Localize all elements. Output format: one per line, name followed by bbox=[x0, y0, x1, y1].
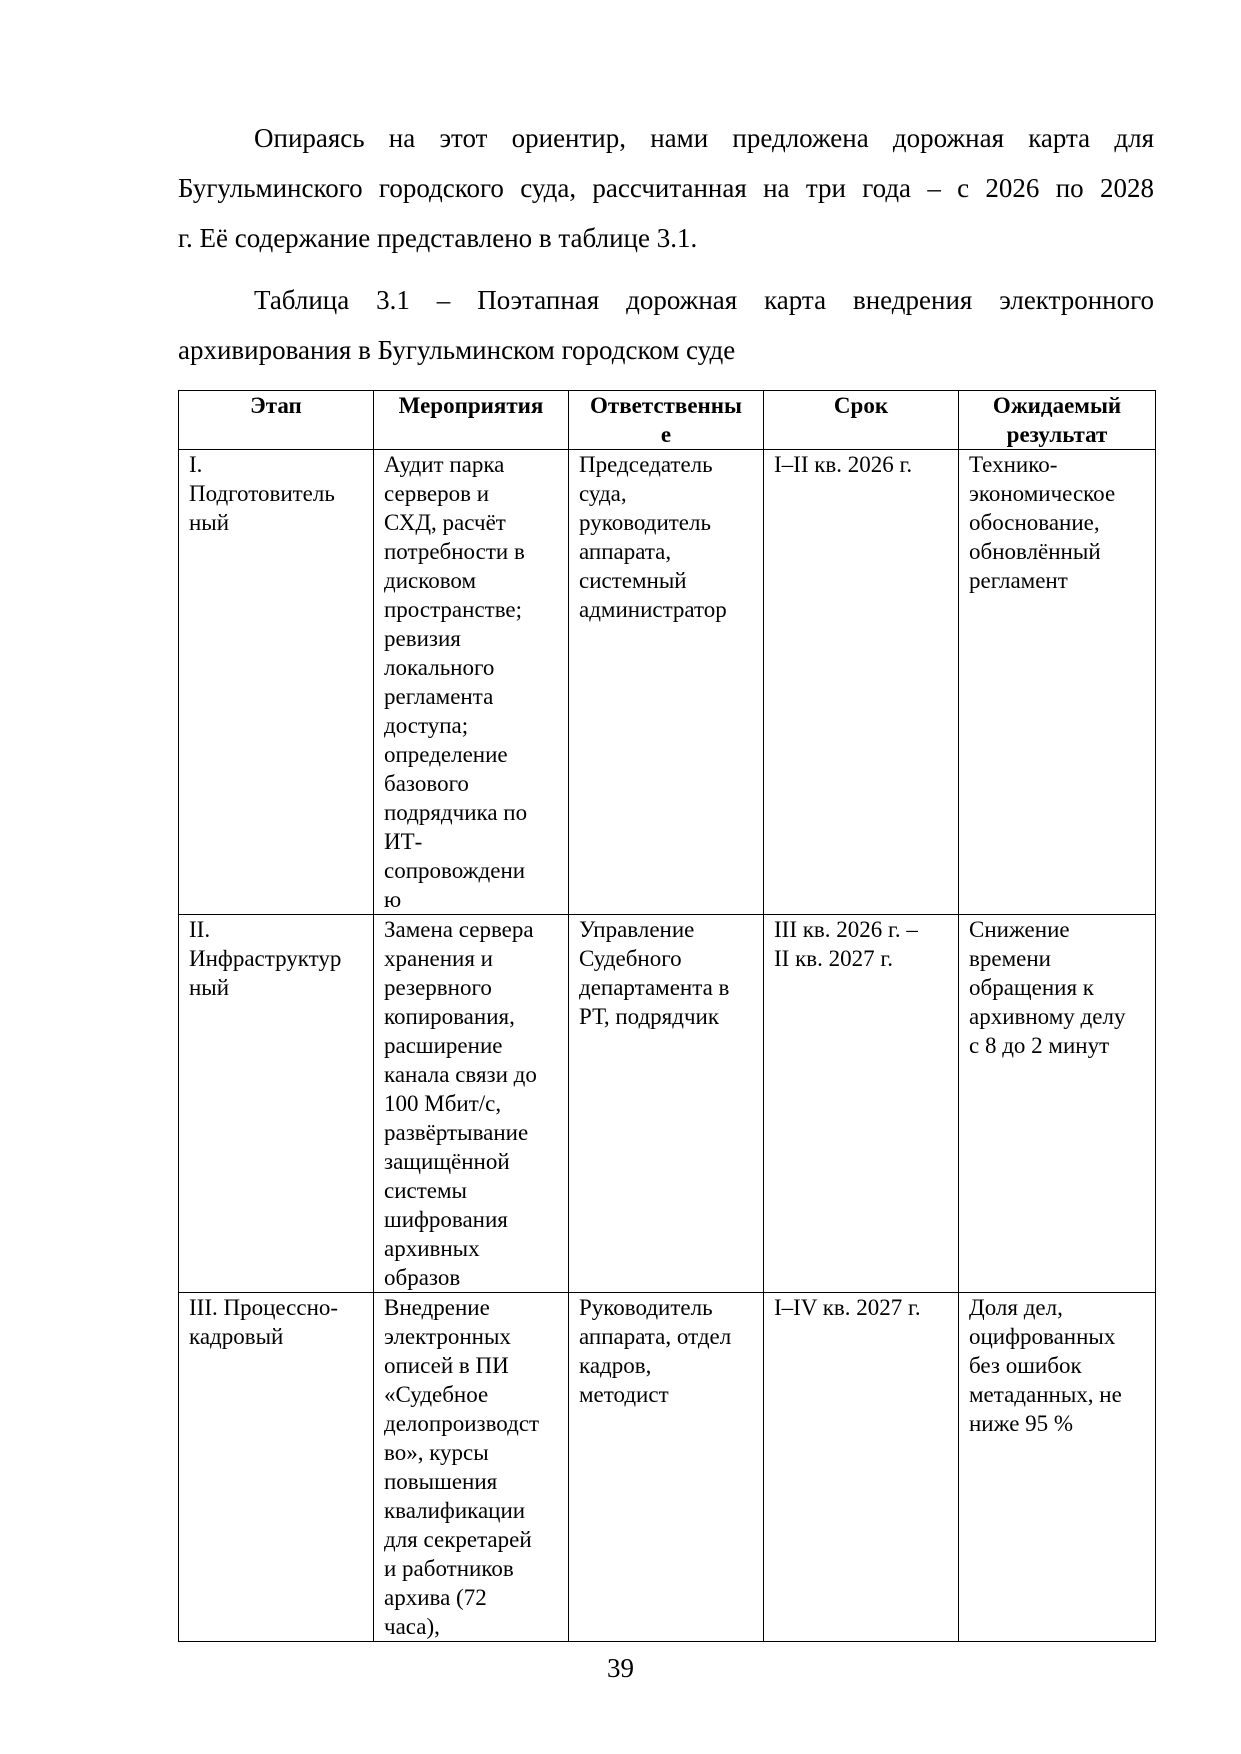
cell-activities-line: подрядчика по bbox=[384, 800, 528, 825]
cell-activities-line: копирования, bbox=[384, 1004, 515, 1029]
cell-responsible-line: суда, bbox=[579, 481, 627, 506]
header-responsible-line-2: е bbox=[660, 422, 672, 447]
intro-line-3: г. Её содержание представлено в таблице 3.1. bbox=[178, 223, 698, 253]
cell-responsible bbox=[569, 915, 764, 1293]
page-number: 39 bbox=[607, 1653, 634, 1683]
cell-activities-line: развёртывание bbox=[384, 1120, 529, 1145]
cell-activities-line: ю bbox=[384, 887, 402, 912]
header-activities bbox=[374, 391, 569, 450]
cell-activities-line: СХД, расчёт bbox=[384, 510, 506, 535]
cell-stage bbox=[179, 1293, 374, 1642]
cell-stage bbox=[179, 450, 374, 915]
cell-activities-line: доступа; bbox=[384, 713, 469, 738]
cell-responsible bbox=[569, 1293, 764, 1642]
header-result bbox=[959, 391, 1156, 450]
cell-activities-line: резервного bbox=[384, 975, 492, 1000]
cell-activities-line: архива (72 bbox=[384, 1585, 487, 1610]
cell-activities-line: системы bbox=[384, 1178, 467, 1203]
cell-result bbox=[959, 1293, 1156, 1642]
intro-line-1: Опираясь на этот ориентир, нами предложена дорожная карта для bbox=[254, 123, 1154, 153]
cell-stage-line: II. bbox=[189, 917, 211, 942]
header-result-line-2: результат bbox=[1006, 422, 1108, 447]
cell-result-line: Снижение bbox=[969, 917, 1070, 942]
cell-responsible-line: Судебного bbox=[579, 946, 682, 971]
cell-responsible-line: РТ, подрядчик bbox=[579, 1004, 719, 1029]
cell-result-line: без ошибок bbox=[969, 1353, 1082, 1378]
cell-activities-line: повышения bbox=[384, 1469, 498, 1494]
cell-responsible-line: руководитель bbox=[579, 510, 711, 535]
cell-result-line: метаданных, не bbox=[969, 1382, 1122, 1407]
cell-activities-line: ИТ- bbox=[384, 829, 423, 854]
cell-stage-line: ный bbox=[189, 510, 230, 535]
header-term-line: Срок bbox=[833, 393, 889, 418]
cell-stage-line: III. Процессно- bbox=[189, 1295, 339, 1320]
cell-result-line: архивному делу bbox=[969, 1004, 1126, 1029]
cell-result-line: Технико- bbox=[969, 452, 1058, 477]
cell-activities-line: расширение bbox=[384, 1033, 503, 1058]
table-header-row bbox=[179, 391, 1156, 450]
cell-activities-line: «Судебное bbox=[384, 1382, 489, 1407]
cell-activities-line: образов bbox=[384, 1265, 461, 1290]
cell-result-line: регламент bbox=[969, 568, 1068, 593]
header-result-line-1: Ожидаемый bbox=[992, 393, 1122, 418]
cell-activities-line: серверов и bbox=[384, 481, 490, 506]
cell-activities-line: защищённой bbox=[384, 1149, 510, 1174]
cell-activities-line: шифрования bbox=[384, 1207, 508, 1232]
cell-activities-line: описей в ПИ bbox=[384, 1353, 509, 1378]
table-body bbox=[179, 450, 1156, 1642]
cell-term bbox=[764, 450, 959, 915]
cell-responsible-line: аппарата, отдел bbox=[579, 1324, 732, 1349]
cell-result bbox=[959, 915, 1156, 1293]
cell-stage-line: кадровый bbox=[189, 1324, 284, 1349]
header-term bbox=[764, 391, 959, 450]
cell-activities-line: потребности в bbox=[384, 539, 525, 564]
caption-line-1: Таблица 3.1 – Поэтапная дорожная карта внедрения электронного bbox=[254, 285, 1154, 315]
header-activities-line: Мероприятия bbox=[398, 393, 544, 418]
cell-term-line: I–II кв. 2026 г. bbox=[774, 452, 913, 477]
cell-responsible-line: Управление bbox=[579, 917, 695, 942]
cell-activities-line: квалификации bbox=[384, 1498, 526, 1523]
cell-stage-line: Подготовитель bbox=[189, 481, 335, 506]
cell-activities bbox=[374, 1293, 569, 1642]
cell-activities-line: ревизия bbox=[384, 626, 461, 651]
roadmap-table bbox=[178, 390, 1156, 1642]
cell-result-line: экономическое bbox=[969, 481, 1116, 506]
table-row bbox=[179, 1293, 1156, 1642]
cell-result-line: обновлённый bbox=[969, 539, 1101, 564]
cell-activities bbox=[374, 450, 569, 915]
cell-responsible-line: аппарата, bbox=[579, 539, 672, 564]
cell-result-line: обоснование, bbox=[969, 510, 1100, 535]
cell-activities-line: Внедрение bbox=[384, 1295, 490, 1320]
cell-stage-line: ный bbox=[189, 975, 230, 1000]
cell-result-line: времени bbox=[969, 946, 1051, 971]
cell-term bbox=[764, 915, 959, 1293]
cell-stage-line: I. bbox=[189, 452, 203, 477]
intro-line-2: Бугульминского городского суда, рассчитанная на три года – с 2026 по 2028 bbox=[178, 173, 1154, 203]
cell-stage-line: Инфраструктур bbox=[189, 946, 342, 971]
cell-activities-line: сопровождени bbox=[384, 858, 526, 883]
cell-responsible-line: Руководитель bbox=[579, 1295, 713, 1320]
cell-result-line: Доля дел, bbox=[969, 1295, 1063, 1320]
cell-responsible-line: кадров, bbox=[579, 1353, 652, 1378]
cell-activities-line: и работников bbox=[384, 1556, 514, 1581]
cell-responsible-line: администратор bbox=[579, 597, 727, 622]
cell-activities-line: дисковом bbox=[384, 568, 477, 593]
cell-activities-line: во», курсы bbox=[384, 1440, 489, 1465]
table-row bbox=[179, 915, 1156, 1293]
caption-line-2: архивирования в Бугульминском городском суде bbox=[178, 335, 736, 365]
cell-activities-line: локального bbox=[384, 655, 495, 680]
cell-activities-line: архивных bbox=[384, 1236, 480, 1261]
cell-activities-line: для секретарей bbox=[384, 1527, 532, 1552]
cell-responsible-line: системный bbox=[579, 568, 687, 593]
cell-result-line: обращения к bbox=[969, 975, 1094, 1000]
cell-responsible-line: департамента в bbox=[579, 975, 730, 1000]
cell-result bbox=[959, 450, 1156, 915]
cell-activities-line: делопроизводст bbox=[384, 1411, 540, 1436]
cell-term-line: II кв. 2027 г. bbox=[774, 946, 893, 971]
cell-term-line: I–IV кв. 2027 г. bbox=[774, 1295, 921, 1320]
cell-responsible bbox=[569, 450, 764, 915]
cell-activities-line: Замена сервера bbox=[384, 917, 534, 942]
cell-activities-line: пространстве; bbox=[384, 597, 523, 622]
cell-activities-line: часа), bbox=[384, 1614, 440, 1639]
table-row bbox=[179, 450, 1156, 915]
cell-activities-line: канала связи до bbox=[384, 1062, 537, 1087]
cell-result-line: ниже 95 % bbox=[969, 1411, 1074, 1436]
cell-result-line: оцифрованных bbox=[969, 1324, 1116, 1349]
cell-stage bbox=[179, 915, 374, 1293]
header-stage bbox=[179, 391, 374, 450]
cell-result-line: с 8 до 2 минут bbox=[969, 1033, 1110, 1058]
cell-activities-line: базового bbox=[384, 771, 469, 796]
cell-term bbox=[764, 1293, 959, 1642]
header-responsible bbox=[569, 391, 764, 450]
cell-responsible-line: Председатель bbox=[579, 452, 713, 477]
cell-activities-line: регламента bbox=[384, 684, 494, 709]
header-responsible-line-1: Ответственны bbox=[590, 393, 742, 418]
cell-activities-line: электронных bbox=[384, 1324, 511, 1349]
cell-term-line: III кв. 2026 г. – bbox=[774, 917, 918, 942]
cell-activities-line: хранения и bbox=[384, 946, 493, 971]
header-stage-line: Этап bbox=[250, 393, 302, 418]
cell-responsible-line: методист bbox=[579, 1382, 669, 1407]
cell-activities-line: 100 Мбит/с, bbox=[384, 1091, 502, 1116]
cell-activities-line: Аудит парка bbox=[384, 452, 505, 477]
cell-activities-line: определение bbox=[384, 742, 508, 767]
cell-activities bbox=[374, 915, 569, 1293]
